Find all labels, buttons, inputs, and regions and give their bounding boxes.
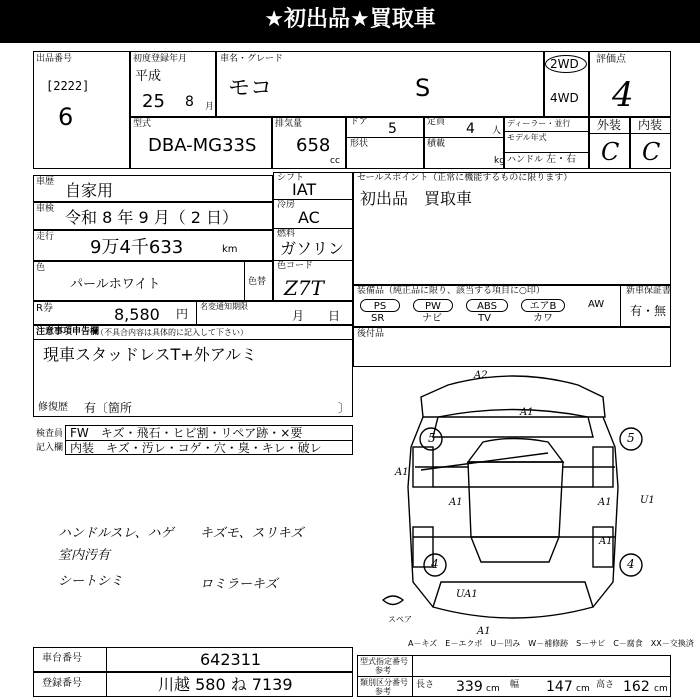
model-code-label: 型式 — [133, 119, 152, 129]
color-label: 色 — [36, 263, 46, 273]
mark-tire-rr: 4 — [627, 557, 635, 571]
mark-tire-rl: 4 — [431, 557, 439, 571]
remark-1: ハンドルスレ、ハゲ — [58, 526, 174, 541]
model-grade: S — [415, 74, 431, 102]
car-rear-window — [471, 537, 559, 562]
check-label: 検査員 — [36, 429, 64, 439]
interior-label: 内装 — [638, 118, 663, 132]
notice-label: 名変通知期限 — [200, 302, 248, 311]
registration-month-unit: 月 — [205, 102, 215, 112]
mark-ua1: UA1 — [456, 589, 478, 600]
equip-abs: ABS — [466, 299, 508, 312]
length-value: 339 — [456, 679, 483, 695]
car-body-left — [408, 417, 433, 607]
notes-text: 現車スタッドレスT+外アルミ — [43, 345, 258, 364]
lot-code: [2222] — [46, 79, 90, 93]
remark-4: キズモ、スリキズ — [200, 526, 304, 541]
mileage-value: 9万4千633 — [90, 237, 184, 258]
dealer-label: ディーラー・並行 — [507, 119, 571, 128]
color-value: パールホワイト — [70, 277, 161, 292]
repair-close: 〕 — [338, 401, 351, 415]
inspection-value: 令和 8 年 9 月（ 2 日） — [65, 208, 239, 227]
color-code-label: 色コード — [277, 261, 314, 271]
height-unit: cm — [654, 684, 668, 694]
interior-value: C — [642, 138, 661, 166]
plate-value: 川越 580 ね 7139 — [158, 675, 293, 694]
mark-a1-fender-left: A1 — [395, 467, 409, 478]
shift-value: IAT — [292, 180, 317, 199]
lot-number: 6 — [58, 103, 74, 131]
handle-options: 左・右 — [546, 154, 576, 165]
accessories-box — [353, 327, 671, 367]
mark-u1: U1 — [640, 495, 655, 506]
height-label: 高さ — [596, 680, 615, 690]
model-cert-ref: 参考 — [375, 666, 391, 675]
equip-sr: SR — [371, 313, 385, 324]
capacity-label: 定員 — [427, 117, 446, 127]
inspection-label: 車検 — [36, 204, 55, 214]
equipment-label: 装備品（純正品に限り、該当する項目に○印） — [357, 286, 545, 296]
accessories-label: 後付品 — [357, 329, 385, 339]
spare-label: スペア — [388, 615, 412, 624]
damage-diagram — [353, 367, 671, 642]
history-value: 自家用 — [65, 181, 114, 200]
repair-label: 修復歴 — [38, 402, 68, 413]
plate-label: 登録番号 — [42, 678, 82, 689]
notes-label: 注意事項申告欄 — [36, 327, 100, 337]
color-code-value: Z7T — [284, 276, 324, 300]
chassis-label: 車台番号 — [42, 653, 82, 664]
drive-4wd: 4WD — [550, 91, 579, 105]
equip-leather: カワ — [533, 313, 553, 324]
width-value: 147 — [546, 679, 573, 695]
displacement: 658 — [296, 135, 331, 156]
condition-row1: FW キズ・飛石・ヒビ割・リペア跡・×要 — [70, 426, 303, 440]
model-name: モコ — [228, 76, 273, 101]
mark-a1-door-left: A1 — [449, 497, 463, 508]
mileage-unit: km — [222, 244, 238, 255]
equip-aw: AW — [588, 299, 605, 310]
capacity-value: 4 — [466, 121, 475, 137]
load-unit: kg — [494, 156, 505, 166]
condition-row2: 内装 キズ・汚レ・コゲ・穴・臭・キレ・破レ — [70, 441, 322, 455]
doors-value: 5 — [388, 121, 397, 137]
notice-month-unit: 月 — [292, 309, 305, 323]
width-unit: cm — [576, 684, 590, 694]
mark-tire-fr: 5 — [627, 431, 635, 445]
recycle-unit: 円 — [176, 307, 189, 321]
remark-3: シートシミ — [58, 574, 124, 589]
score-value: 4 — [612, 75, 634, 115]
lot-cell — [33, 51, 130, 169]
registration-label: 初度登録年月 — [133, 54, 188, 64]
mark-a1-rear: A1 — [477, 626, 491, 637]
equip-airbag: エアB — [521, 299, 565, 312]
equip-pw: PW — [413, 299, 453, 312]
recycle-label: R券 — [36, 303, 53, 314]
damage-legend: A－キズ E－エクボ U－凹み W－補修跡 S－サビ C－腐食 XX－交換済 — [408, 639, 694, 648]
sales-point-label: セールスポイント（正常に機能するものに限ります） — [357, 173, 573, 183]
aircon-value: AC — [298, 208, 320, 227]
warranty-value: 有・無 — [630, 304, 667, 318]
fuel-value: ガソリン — [280, 239, 345, 258]
car-outline-front — [421, 376, 605, 417]
exterior-value: C — [601, 138, 620, 166]
fuel-label: 燃料 — [277, 229, 296, 239]
mark-a1-hood: A1 — [520, 407, 534, 418]
notes-sub: （不具合内容は具体的に記入して下さい） — [96, 328, 248, 337]
lot-label: 出品番号 — [36, 54, 73, 64]
model-name-label: 車名・グレード — [220, 54, 284, 64]
equip-ps: PS — [360, 299, 400, 312]
registration-year: 25 — [142, 91, 165, 112]
aircon-label: 冷房 — [277, 200, 296, 210]
car-windshield — [468, 439, 563, 463]
registration-month: 8 — [185, 94, 194, 110]
notice-day-unit: 日 — [328, 309, 341, 323]
car-body-right — [593, 417, 618, 607]
doors-label: ドア — [350, 117, 368, 127]
load-label: 積載 — [427, 139, 446, 149]
recycle-value: 8,580 — [114, 305, 160, 324]
mark-a1-door-right: A1 — [598, 497, 612, 508]
length-label: 長さ — [416, 680, 435, 690]
chassis-value: 642311 — [200, 650, 262, 669]
model-code: DBA-MG33S — [148, 135, 257, 156]
shift-label: シフト — [277, 173, 305, 183]
remark-5: ロミラーキズ — [200, 577, 278, 592]
length-unit: cm — [486, 684, 500, 694]
equip-navi: ナビ — [422, 313, 442, 324]
shape-label: 形状 — [350, 139, 369, 149]
model-year-label: モデル年式 — [507, 133, 547, 142]
remark-2: 室内汚有 — [58, 548, 111, 563]
warranty-label: 新車保証書 — [626, 286, 672, 296]
equip-tv: TV — [478, 313, 491, 324]
category-ref: 参考 — [375, 687, 391, 696]
width-label: 幅 — [510, 680, 520, 690]
handle-label: ハンドル — [507, 155, 544, 165]
car-hood — [433, 407, 593, 438]
record-label: 記入欄 — [36, 443, 64, 453]
capacity-unit: 人 — [492, 126, 502, 136]
mileage-label: 走行 — [36, 232, 55, 242]
history-label: 車歴 — [36, 177, 55, 187]
category-label: 類別区分番号 — [360, 678, 408, 687]
exterior-label: 外装 — [597, 118, 622, 132]
height-value: 162 — [623, 679, 650, 695]
displacement-unit: cc — [330, 156, 340, 166]
car-roof — [468, 462, 563, 537]
car-trunk — [433, 582, 593, 618]
registration-era: 平成 — [135, 69, 162, 84]
score-label: 評価点 — [596, 54, 626, 65]
recycle-row — [33, 301, 353, 325]
mark-a2: A2 — [474, 370, 488, 381]
mark-a1-right: A1 — [599, 536, 613, 547]
model-cert-label: 型式指定番号 — [360, 657, 408, 666]
repair-value: 有〔箇所 — [84, 401, 133, 415]
displacement-label: 排気量 — [275, 119, 303, 129]
drive-2wd: 2WD — [550, 57, 579, 71]
banner-title: ★初出品★買取車 — [264, 7, 436, 32]
sales-point-value: 初出品 買取車 — [360, 189, 473, 208]
color-change-label: 色替 — [248, 277, 267, 287]
mark-tire-fl: 5 — [428, 431, 436, 445]
